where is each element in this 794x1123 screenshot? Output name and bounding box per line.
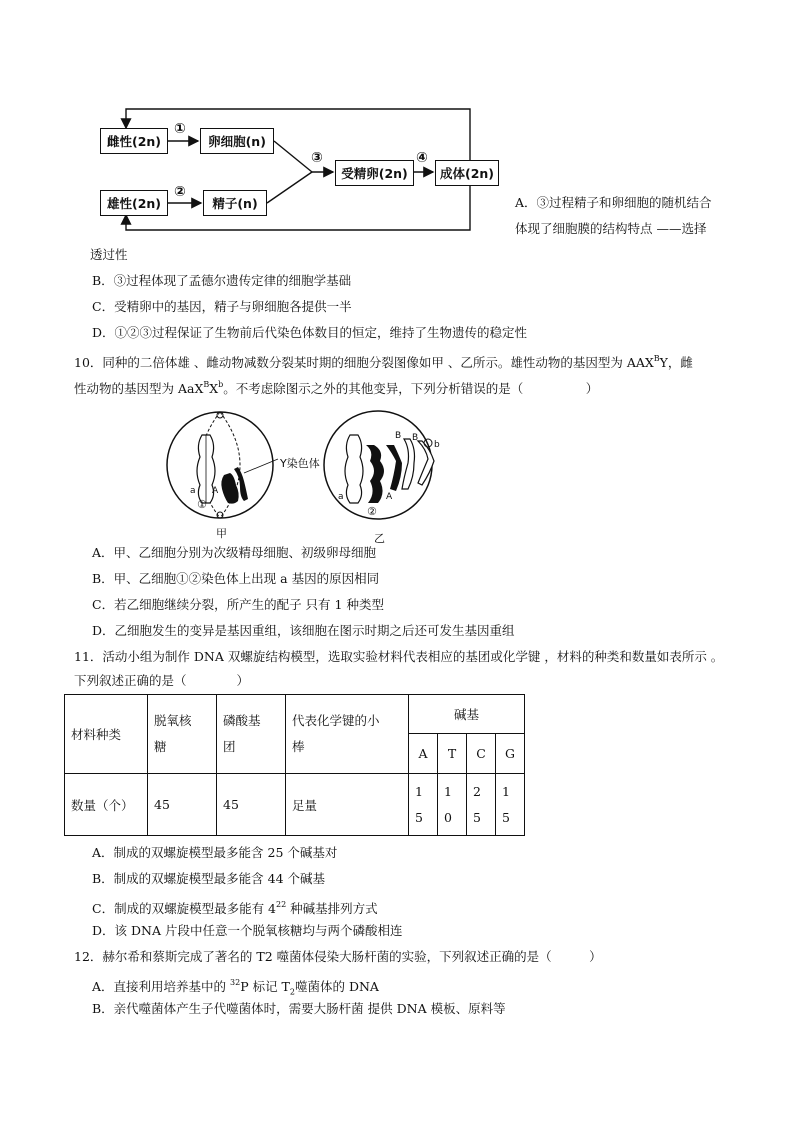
q11-option-a: A．制成的双螺旋模型最多能含 25 个碱基对 [92,845,338,860]
cell-jia-caption: 甲 [216,527,227,540]
header-base-a: A [409,734,438,774]
header-phosphate: 磷酸基 团 [217,695,286,774]
q9-option-c: C．受精卵中的基因，精子与卵细胞各提供一半 [92,299,352,314]
zygote-box: 受精卵(2n) [335,160,414,186]
materials-table [64,694,525,836]
y-chromosome-label: Y染色体 [280,457,320,470]
cell-base-c: 2 5 [467,774,496,836]
q11-option-c: C．制成的双螺旋模型最多能有 $4^{22}$ 种碱基排列方式 [92,900,378,916]
header-kind: 材料种类 [65,695,148,774]
step3-label: ③ [311,150,323,166]
cell-yi-caption: 乙 [374,532,385,545]
q12-option-b: B．亲代噬菌体产生子代噬菌体时，需要大肠杆菌 提供 DNA 模板、原料等 [92,1001,506,1016]
cell-phosphate: 45 [217,774,286,836]
header-base-g: G [496,734,525,774]
cell-sugar: 45 [148,774,217,836]
q11-stem-line1: 11．活动小组为制作 DNA 双螺旋结构模型，选取实验材料代表相应的基团或化学键 ，材料的种类和数量如表所示 。 [74,649,724,664]
cell-figure-graphic [160,405,460,545]
header-base: 碱基 [409,695,525,734]
header-base-c: C [467,734,496,774]
q9-option-b: B．③过程体现了孟德尔遗传定律的细胞学基础 [92,273,352,288]
q11-option-d: D．该 DNA 片段中任意一个脱氧核糖均与两个磷酸相连 [92,923,403,938]
cell-base-g: 1 5 [496,774,525,836]
cell-base-t: 1 0 [438,774,467,836]
header-sugar: 脱氧核 糖 [148,695,217,774]
q10-stem-line1: 10．同种的二倍体雄 、雌动物减数分裂某时期的细胞分裂图像如甲 、乙所示。雄性动物的基因型为 $AAX^BY$，雌 [74,354,693,370]
chromosome-1-label: ① [197,498,207,511]
gene-b-label: b [434,440,440,450]
gene-B-label-2: B [412,433,419,443]
cell-bond: 足量 [286,774,409,836]
gene-a-label-2: a [338,492,344,502]
step1-label: ① [174,121,186,137]
q12-option-a: A．直接利用培养基中的 $^{32}$P 标记 $T_2$噬菌体的 DNA [92,978,379,997]
q9-option-a-line3: 透过性 [90,247,128,262]
q10-option-d: D．乙细胞发生的变异是基因重组，该细胞在图示时期之后还可发生基因重组 [92,623,515,638]
q10-option-c: C．若乙细胞继续分裂，所产生的配子 只有 1 种类型 [92,597,384,612]
q11-stem-line2: 下列叙述正确的是（ ） [74,673,250,688]
q12-stem: 12．赫尔希和蔡斯完成了著名的 T2 噬菌体侵染大肠杆菌的实验，下列叙述正确的是（ ） [74,949,602,964]
adult-box: 成体(2n) [435,160,499,186]
female-box: 雌性(2n) [100,128,168,154]
egg-box: 卵细胞(n) [200,128,274,154]
q9-option-d: D．①②③过程保证了生物前后代染色体数目的恒定，维持了生物遗传的稳定性 [92,325,528,340]
step2-label: ② [174,184,186,200]
gene-a-label-1: a [190,486,196,496]
gene-A-label-1: A [212,486,219,496]
sperm-box: 精子(n) [203,190,267,216]
header-bond: 代表化学键的小 棒 [286,695,409,774]
q10-stem-line2: 性动物的基因型为 $AaX^BX^b$。不考虑除图示之外的其他变异，下列分析错误的是（ ） [74,380,599,396]
step4-label: ④ [416,150,428,166]
q10-option-a: A．甲、乙细胞分别为次级精母细胞、初级卵母细胞 [92,545,377,560]
q9-option-a-line1: A．③过程精子和卵细胞的随机结合 [515,195,712,210]
cell-base-a: 1 5 [409,774,438,836]
male-box: 雄性(2n) [100,190,168,216]
row-label-count: 数量（个） [65,774,148,836]
q10-option-b: B．甲、乙细胞①②染色体上出现 a 基因的原因相同 [92,571,380,586]
q9-option-a-line2: 体现了细胞膜的结构特点 ——选择 [515,221,707,236]
header-base-t: T [438,734,467,774]
gene-B-label-1: B [395,431,402,441]
q11-option-b: B．制成的双螺旋模型最多能含 44 个碱基 [92,871,326,886]
gene-A-label-2: A [386,492,393,502]
chromosome-2-label: ② [367,505,377,518]
